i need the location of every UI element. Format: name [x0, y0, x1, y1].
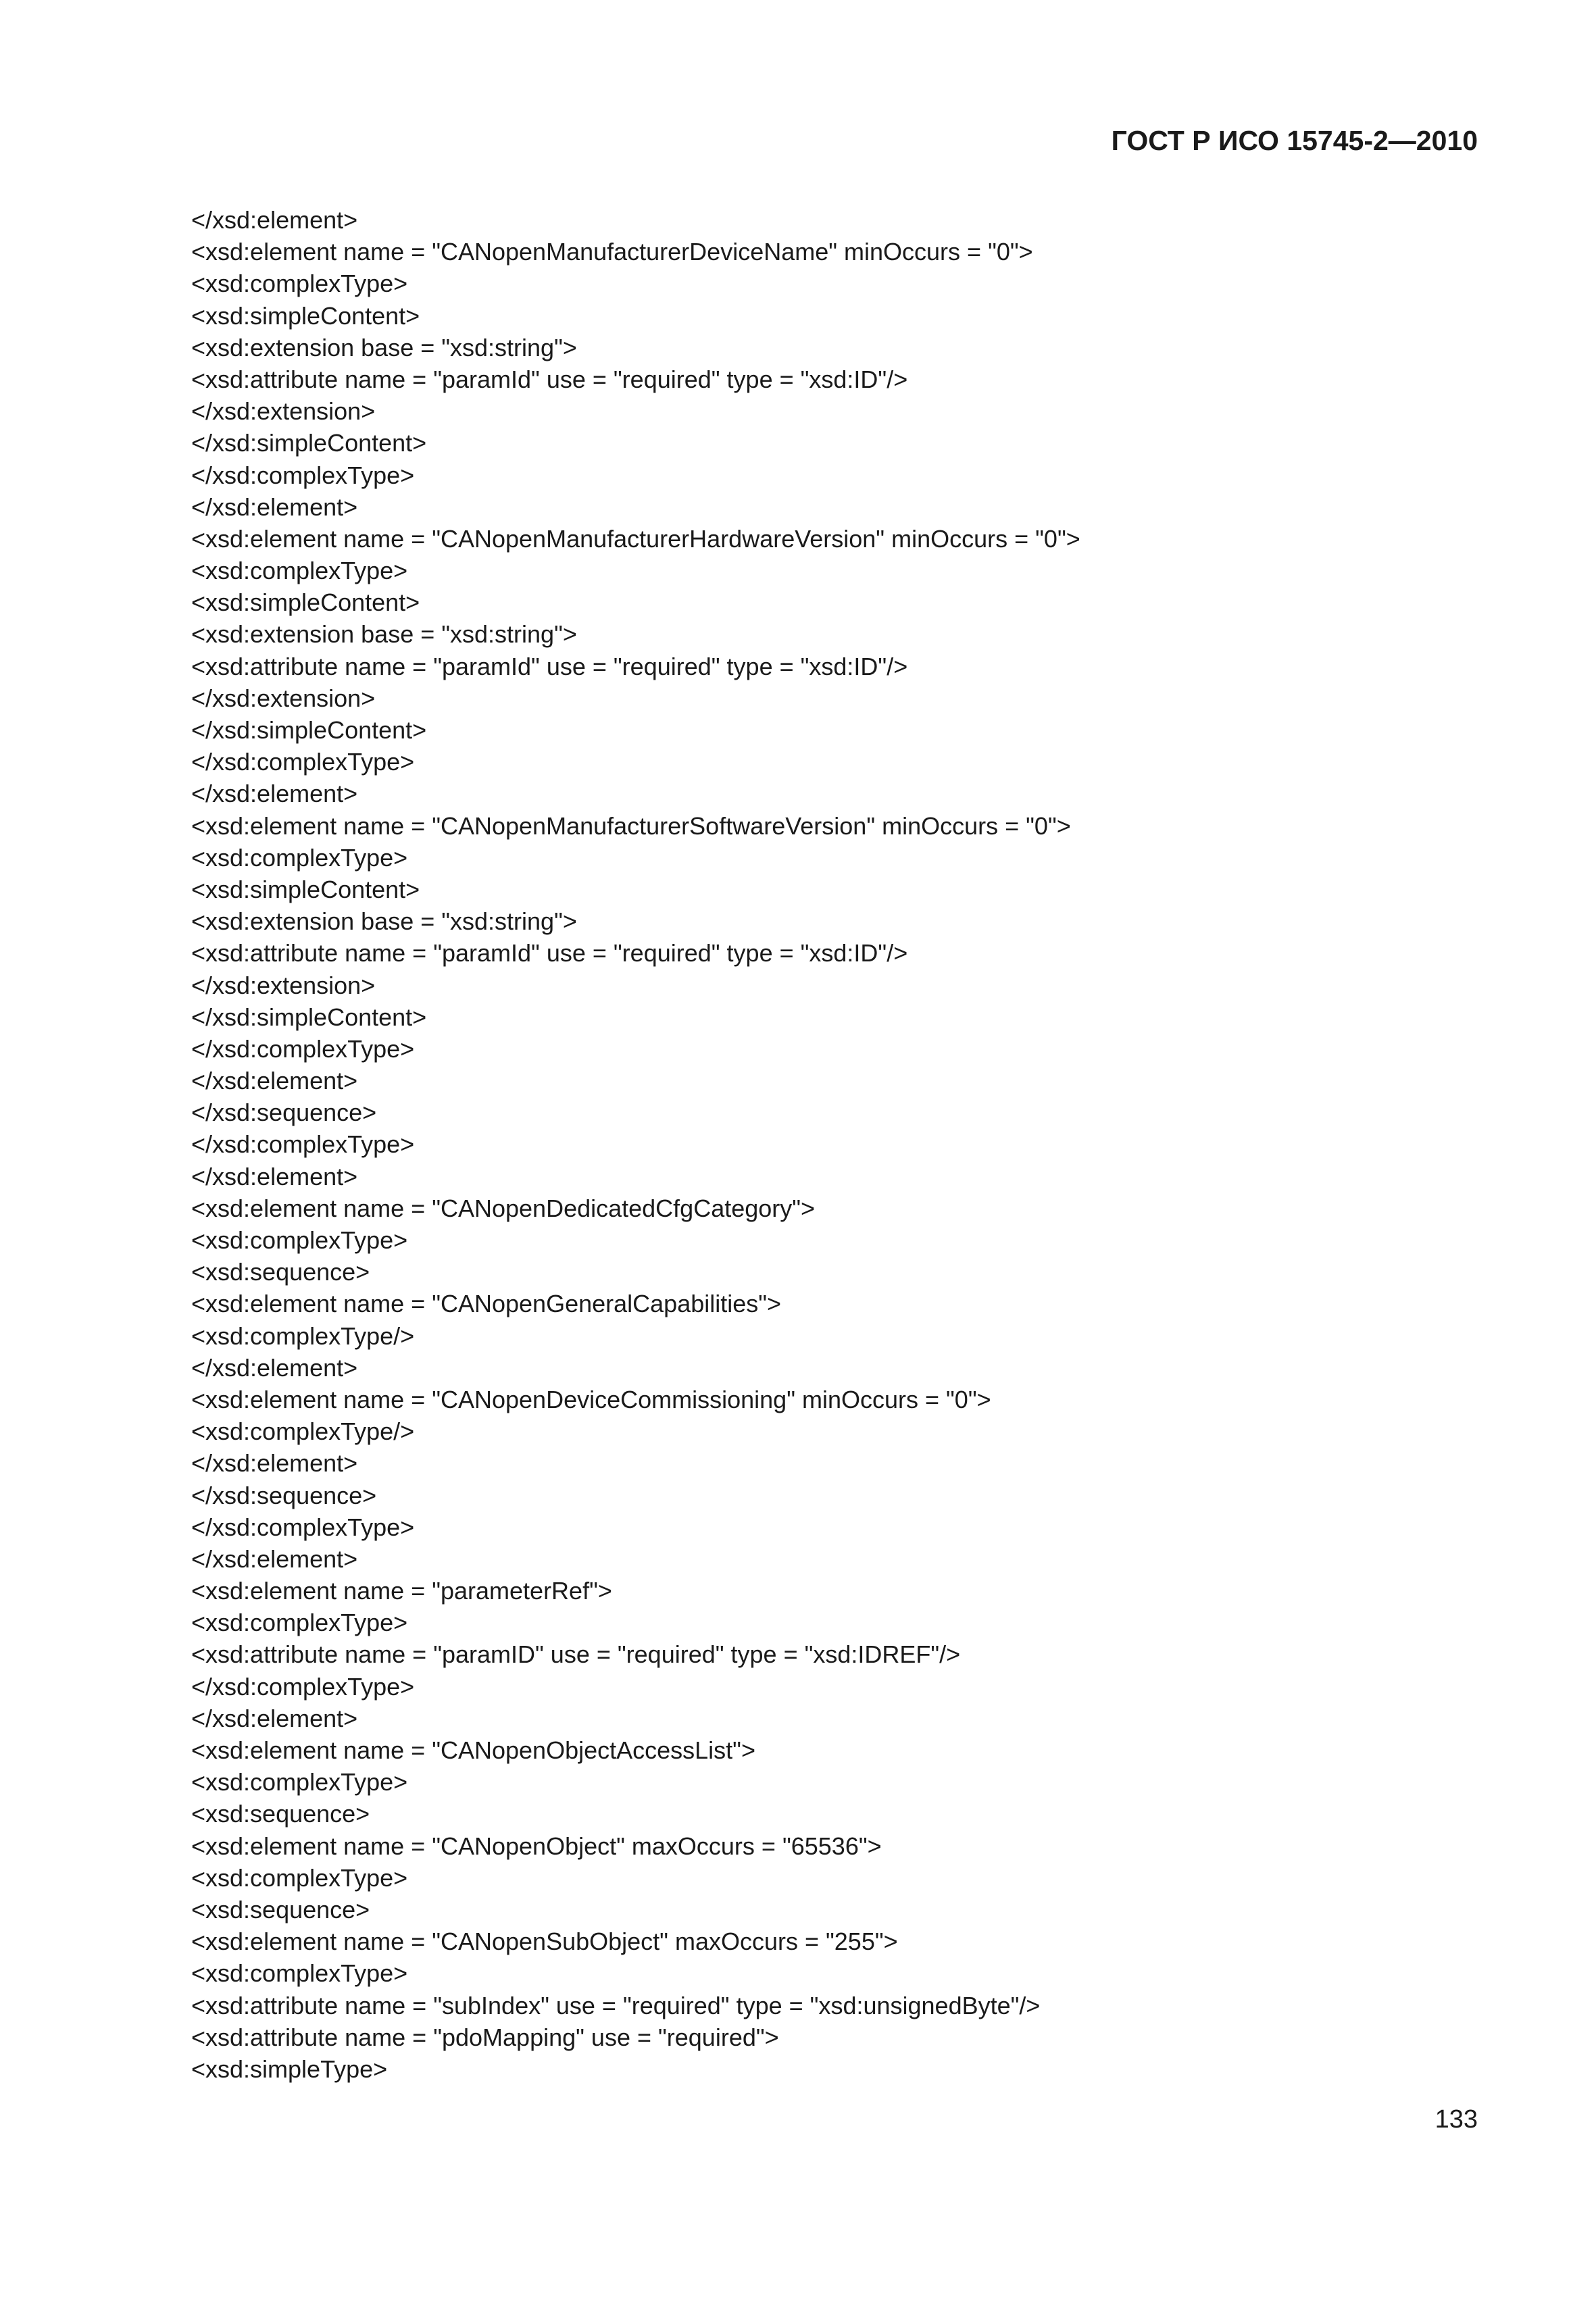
- code-line: </xsd:sequence>: [191, 1481, 377, 1509]
- code-line: </xsd:extension>: [191, 397, 376, 426]
- code-line: </xsd:complexType>: [191, 748, 415, 776]
- code-line: <xsd:simpleContent>: [191, 875, 420, 903]
- code-line: <xsd:extension base = "xsd:string">: [191, 620, 577, 649]
- code-line: <xsd:complexType>: [191, 1226, 408, 1254]
- code-line: <xsd:attribute name = "pdoMapping" use = "required">: [191, 2023, 779, 2051]
- xsd-code-listing: [191, 204, 1475, 2085]
- code-line: <xsd:element name = "CANopenObject" maxOccurs = "65536">: [191, 1832, 882, 1860]
- code-line: </xsd:element>: [191, 493, 358, 521]
- code-line: <xsd:extension base = "xsd:string">: [191, 907, 577, 936]
- code-line: <xsd:element name = "CANopenManufacturerHardwareVersion" minOccurs = "0">: [191, 524, 1080, 553]
- code-line: </xsd:element>: [191, 780, 358, 808]
- document-code-header: ГОСТ Р ИСО 15745-2—2010: [1111, 125, 1478, 156]
- code-line: <xsd:sequence>: [191, 1800, 370, 1828]
- code-line: <xsd:element name = "CANopenManufacturerSoftwareVersion" minOccurs = "0">: [191, 811, 1071, 840]
- code-line: <xsd:complexType/>: [191, 1322, 415, 1350]
- code-line: <xsd:element name = "CANopenDedicatedCfgCategory">: [191, 1194, 816, 1222]
- code-line: <xsd:element name = "CANopenObjectAccessList">: [191, 1736, 755, 1764]
- code-line: <xsd:element name = "CANopenSubObject" maxOccurs = "255">: [191, 1928, 898, 1956]
- code-line: <xsd:simpleContent>: [191, 588, 420, 617]
- code-line: <xsd:attribute name = "subIndex" use = "required" type = "xsd:unsignedByte"/>: [191, 1991, 1041, 2019]
- code-line: </xsd:simpleContent>: [191, 429, 427, 457]
- page-number: 133: [1435, 2105, 1478, 2134]
- code-line: <xsd:complexType>: [191, 1863, 408, 1892]
- code-line: </xsd:element>: [191, 1449, 358, 1478]
- code-line: <xsd:element name = "parameterRef">: [191, 1577, 612, 1605]
- code-line: <xsd:complexType>: [191, 1959, 408, 1988]
- code-line: </xsd:extension>: [191, 684, 376, 712]
- code-line: <xsd:sequence>: [191, 1895, 370, 1923]
- code-line: <xsd:extension base = "xsd:string">: [191, 333, 577, 361]
- code-line: </xsd:complexType>: [191, 1513, 415, 1541]
- code-line: <xsd:element name = "CANopenManufacturerDeviceName" minOccurs = "0">: [191, 238, 1033, 266]
- code-line: </xsd:element>: [191, 1162, 358, 1190]
- code-line: <xsd:simpleContent>: [191, 301, 420, 330]
- code-line: </xsd:element>: [191, 1353, 358, 1382]
- code-line: <xsd:attribute name = "paramId" use = "required" type = "xsd:ID"/>: [191, 365, 908, 393]
- code-line: </xsd:element>: [191, 1704, 358, 1732]
- code-line: <xsd:complexType>: [191, 270, 408, 298]
- code-line: </xsd:complexType>: [191, 1672, 415, 1701]
- code-line: </xsd:extension>: [191, 971, 376, 999]
- code-line: </xsd:element>: [191, 1067, 358, 1095]
- code-line: </xsd:complexType>: [191, 1034, 415, 1063]
- code-line: </xsd:simpleContent>: [191, 1003, 427, 1031]
- code-line: </xsd:element>: [191, 206, 358, 234]
- code-line: <xsd:attribute name = "paramId" use = "required" type = "xsd:ID"/>: [191, 652, 908, 680]
- code-line: <xsd:attribute name = "paramID" use = "required" type = "xsd:IDREF"/>: [191, 1640, 961, 1669]
- code-line: <xsd:element name = "CANopenGeneralCapabilities">: [191, 1290, 782, 1318]
- code-line: <xsd:complexType/>: [191, 1417, 415, 1446]
- code-line: <xsd:simpleType>: [191, 2055, 388, 2083]
- code-line: </xsd:complexType>: [191, 1130, 415, 1159]
- code-line: </xsd:simpleContent>: [191, 716, 427, 744]
- code-line: <xsd:complexType>: [191, 1609, 408, 1637]
- code-line: <xsd:complexType>: [191, 557, 408, 585]
- code-line: <xsd:attribute name = "paramId" use = "required" type = "xsd:ID"/>: [191, 939, 908, 967]
- code-line: </xsd:complexType>: [191, 461, 415, 489]
- code-line: <xsd:element name = "CANopenDeviceCommissioning" minOccurs = "0">: [191, 1385, 991, 1413]
- code-line: <xsd:complexType>: [191, 1768, 408, 1796]
- code-line: </xsd:element>: [191, 1544, 358, 1573]
- code-line: </xsd:sequence>: [191, 1099, 377, 1127]
- code-line: <xsd:complexType>: [191, 843, 408, 872]
- code-line: <xsd:sequence>: [191, 1258, 370, 1286]
